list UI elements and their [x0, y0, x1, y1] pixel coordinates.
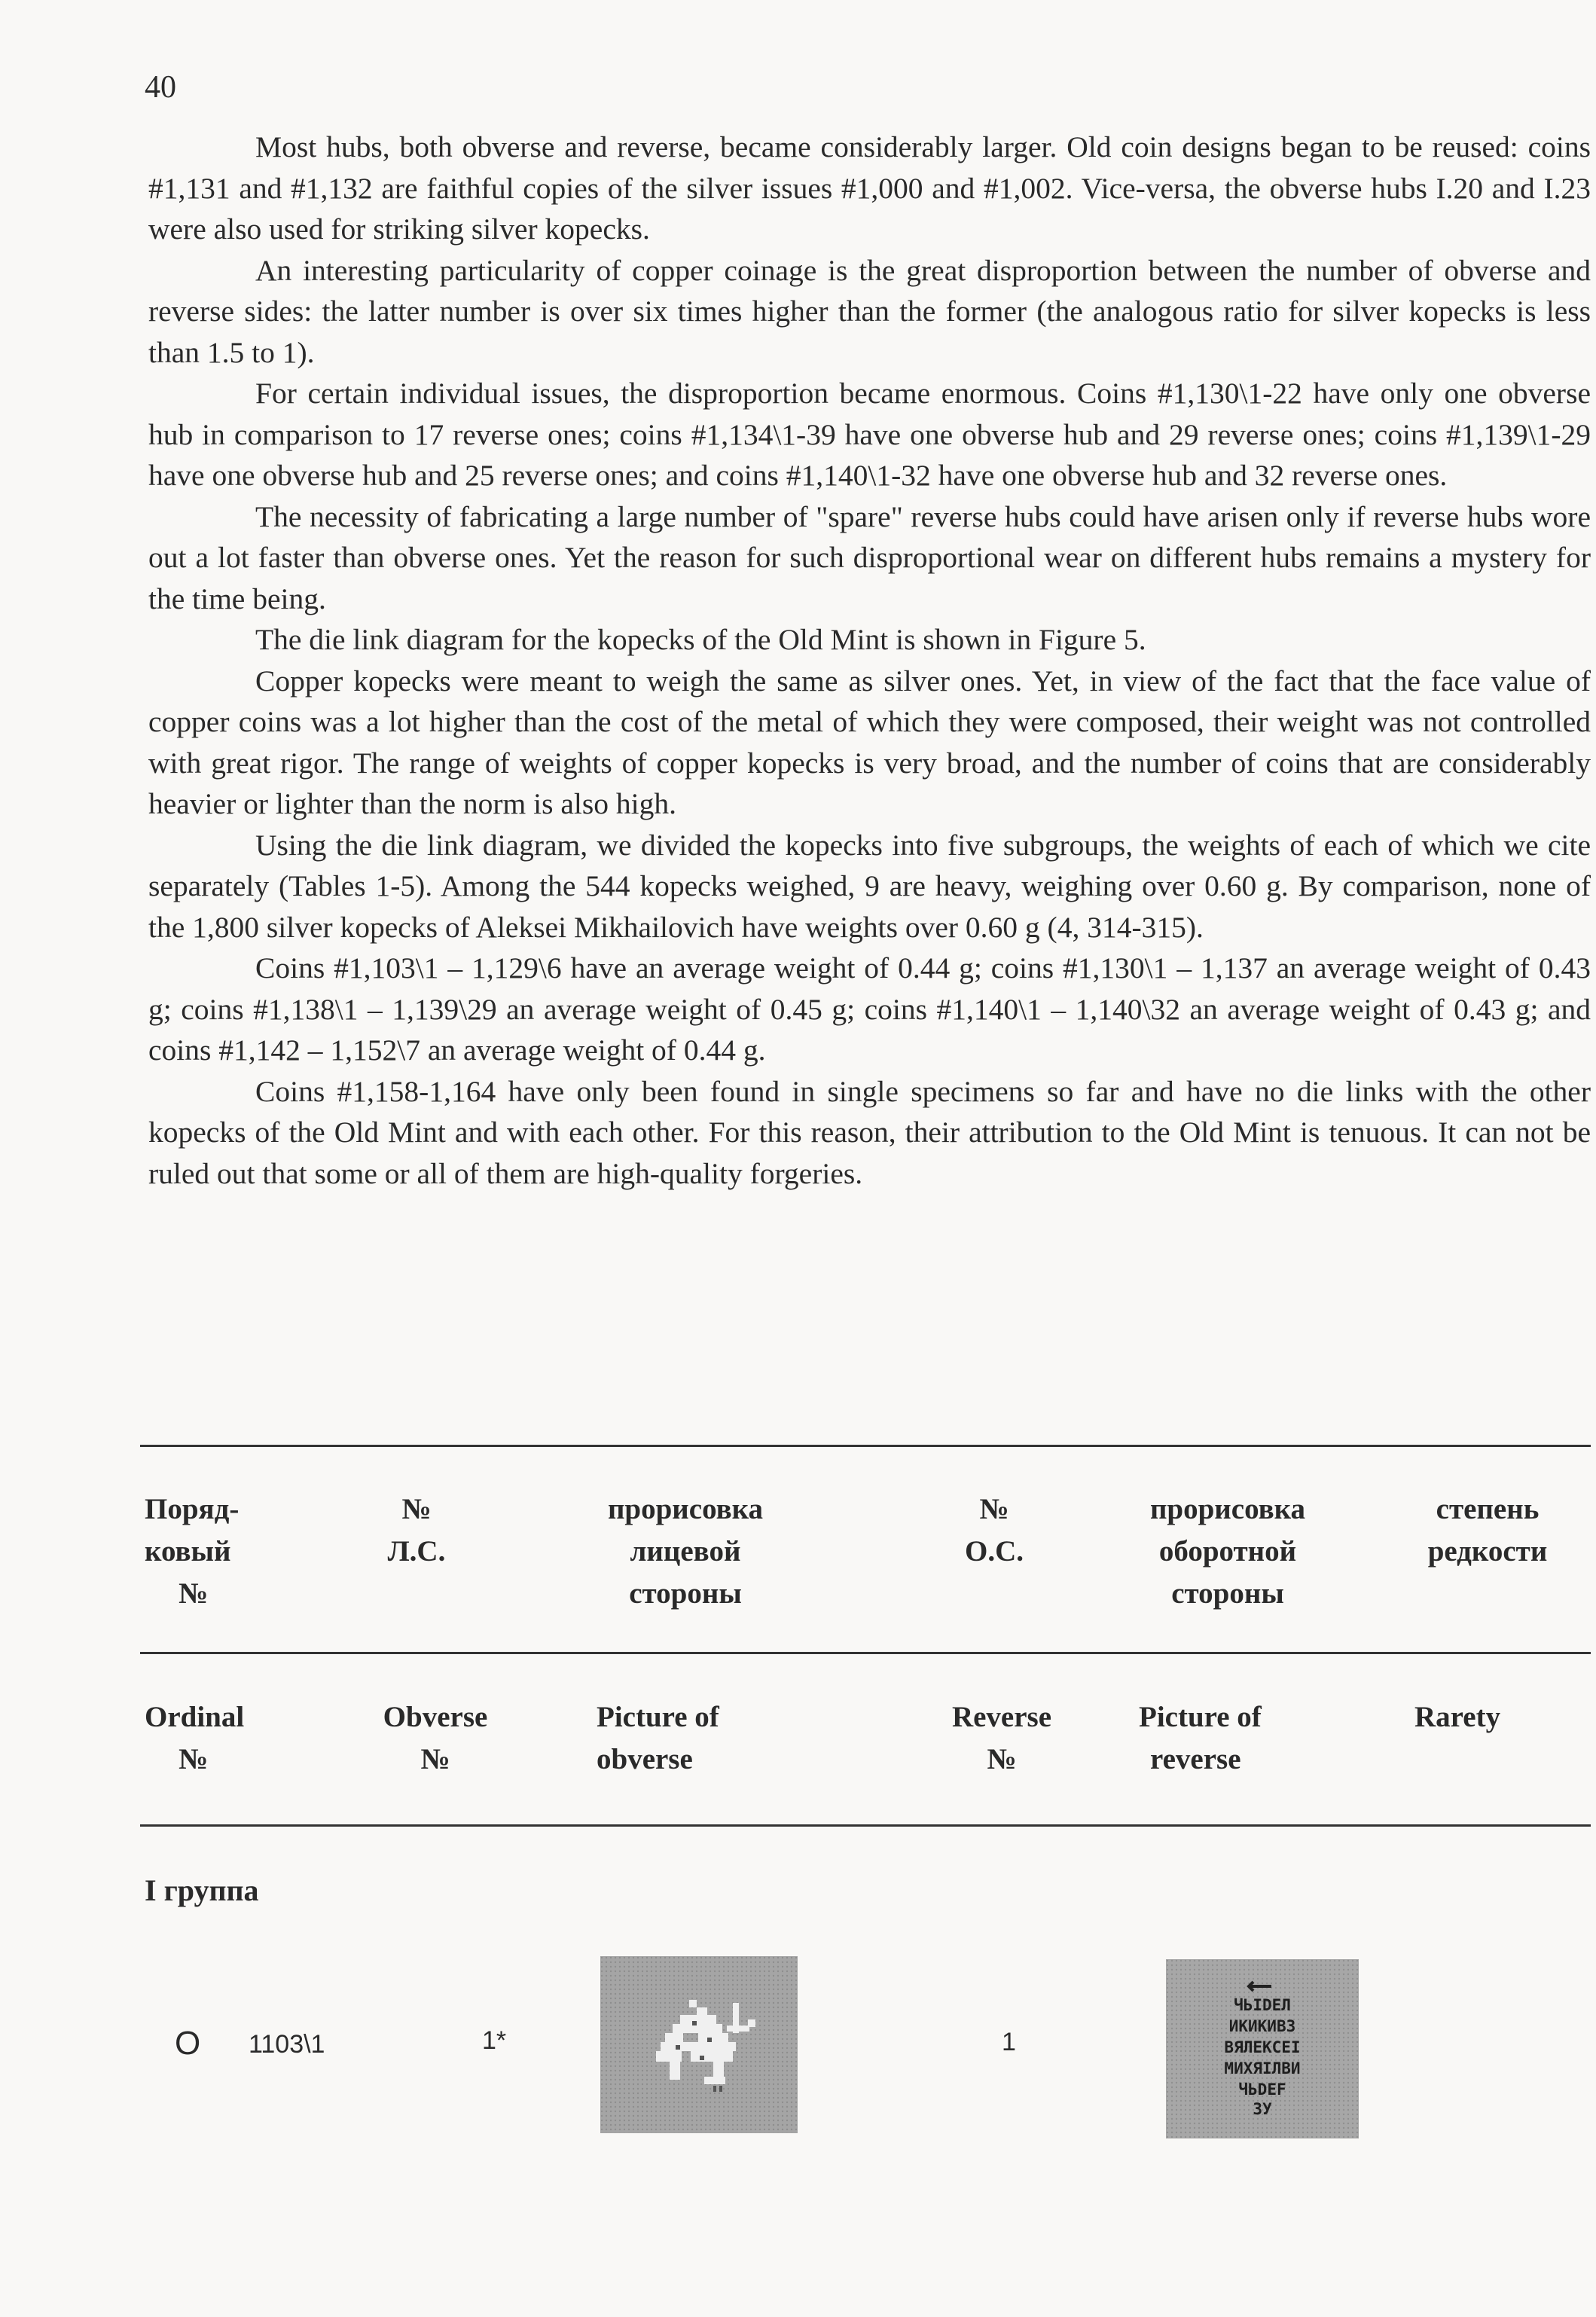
paragraph: Coins #1,103\1 – 1,129\6 have an average weight of 0.44 g; coins #1,130\1 – 1,137 an average weight of 0.43 g; coins #1,138\1 – 1,139\29 an average weight of 0.45 g; coins #1,140\1 – 1,140\32 an average weight of 0.43 g; and coins #1,142 – 1,152\7 an average weight of 0.44 g. — [148, 951, 1591, 1067]
horseman-icon — [600, 1956, 798, 2133]
paragraph: Most hubs, both obverse and reverse, became considerably larger. Old coin designs began to be reused: coins #1,131 and #1,132 are faithful copies of the silver issues #1,000 and #1,002. Vice-versa, the obverse hubs I.20 and I.23 were also used for striking silver kopecks. — [148, 130, 1591, 246]
group-label: I группа — [145, 1873, 259, 1907]
reverse-legend-line: ИКИКИВЗ — [1228, 2017, 1296, 2035]
paragraph: For certain individual issues, the disproportion became enormous. Coins #1,130\1-22 have only one obverse hub in comparison to 17 reverse ones; coins #1,134\1-39 have one obverse hub and 29 reverse ones; coins #1,139\1-29 have one obverse hub and 25 reverse ones; and coins #1,140\1-32 have one obverse hub and 32 reverse ones. — [148, 377, 1591, 492]
row-obverse-no: 1* — [482, 2026, 507, 2055]
reverse-legend-line: МИХЯІЛВИ — [1224, 2059, 1301, 2077]
paragraph: Copper kopecks were meant to weigh the same as silver ones. Yet, in view of the fact that the face value of copper coins was a lot higher than the cost of the metal of which they were composed, their weight was not controlled with great rigor. The range of weights of copper kopecks is very broad, and the number of coins that are considerably heavier or lighter than the norm is also high. — [148, 664, 1591, 820]
page-number: 40 — [145, 70, 176, 105]
row-mark: O — [175, 2025, 201, 2062]
paragraph: Using the die link diagram, we divided the kopecks into five subgroups, the weights of each of which we cite separately (Tables 1-5). Among the 544 kopecks weighed, 9 are heavy, weighing over 0.60 g. By comparison, none of the 1,800 silver kopecks of Aleksei Mikhailovich have weights over 0.60 g (4, 314-315). — [148, 828, 1591, 944]
body-text — [148, 127, 1591, 1194]
en-header-obverse-no: Obverse № — [383, 1701, 488, 1775]
ru-header-ordinal: Поряд- ковый № — [145, 1493, 240, 1610]
reverse-picture — [1166, 1959, 1359, 2138]
obverse-picture — [600, 1956, 798, 2133]
reverse-legend-picture — [1166, 1959, 1359, 2138]
reverse-legend-line: ЗУ — [1253, 2100, 1272, 2118]
reverse-legend-line: ЧЬDЕF — [1238, 2080, 1286, 2099]
reverse-legend-line: ЧЬІDЕЛ — [1234, 1996, 1291, 2014]
row-reverse-no: 1 — [1002, 2028, 1016, 2056]
row-ordinal: 1103\1 — [249, 2030, 325, 2059]
en-header-reverse-picture: Picture of reverse — [1139, 1701, 1262, 1775]
paragraph: The die link diagram for the kopecks of the Old Mint is shown in Figure 5. — [255, 623, 1146, 656]
ru-header-obverse-picture: прорисовка лицевой стороны — [607, 1493, 764, 1610]
table-mid-rule — [140, 1652, 1591, 1654]
en-header-obverse-picture: Picture of obverse — [597, 1701, 719, 1775]
paragraph: The necessity of fabricating a large number of "spare" reverse hubs could have arisen only if reverse hubs wore out a lot faster than obverse ones. Yet the reason for such disproportional wear on different hubs remains a mystery for the time being. — [148, 499, 1591, 615]
paragraph: Coins #1,158-1,164 have only been found in single specimens so far and have no die links with the other kopecks of the Old Mint and with each other. For this reason, their attribution to the Old Mint is tenuous. It can not be ruled out that some or all of them are high-quality forgeries. — [148, 1074, 1591, 1190]
table-bottom-rule — [140, 1824, 1591, 1827]
paragraph: An interesting particularity of copper coinage is the great disproportion between the number of obverse and reverse sides: the latter number is over six times higher than the former (the analogous ratio for silver kopecks is less than 1.5 to 1). — [148, 253, 1591, 369]
ru-header-reverse-picture: прорисовка оборотной стороны — [1149, 1493, 1306, 1610]
ru-header-rarity: степень редкости — [1427, 1493, 1548, 1568]
en-header-ordinal: Ordinal № — [145, 1701, 245, 1775]
reverse-legend-line: ВЯЛЕКСЕІ — [1224, 2038, 1301, 2056]
en-header-rarity: Rarety — [1414, 1701, 1501, 1733]
table-top-rule — [140, 1445, 1591, 1447]
en-header-reverse-no: Reverse № — [951, 1701, 1052, 1775]
ru-header-reverse-no: № О.С. — [965, 1493, 1024, 1568]
ru-header-obverse-no: № Л.С. — [387, 1493, 446, 1568]
